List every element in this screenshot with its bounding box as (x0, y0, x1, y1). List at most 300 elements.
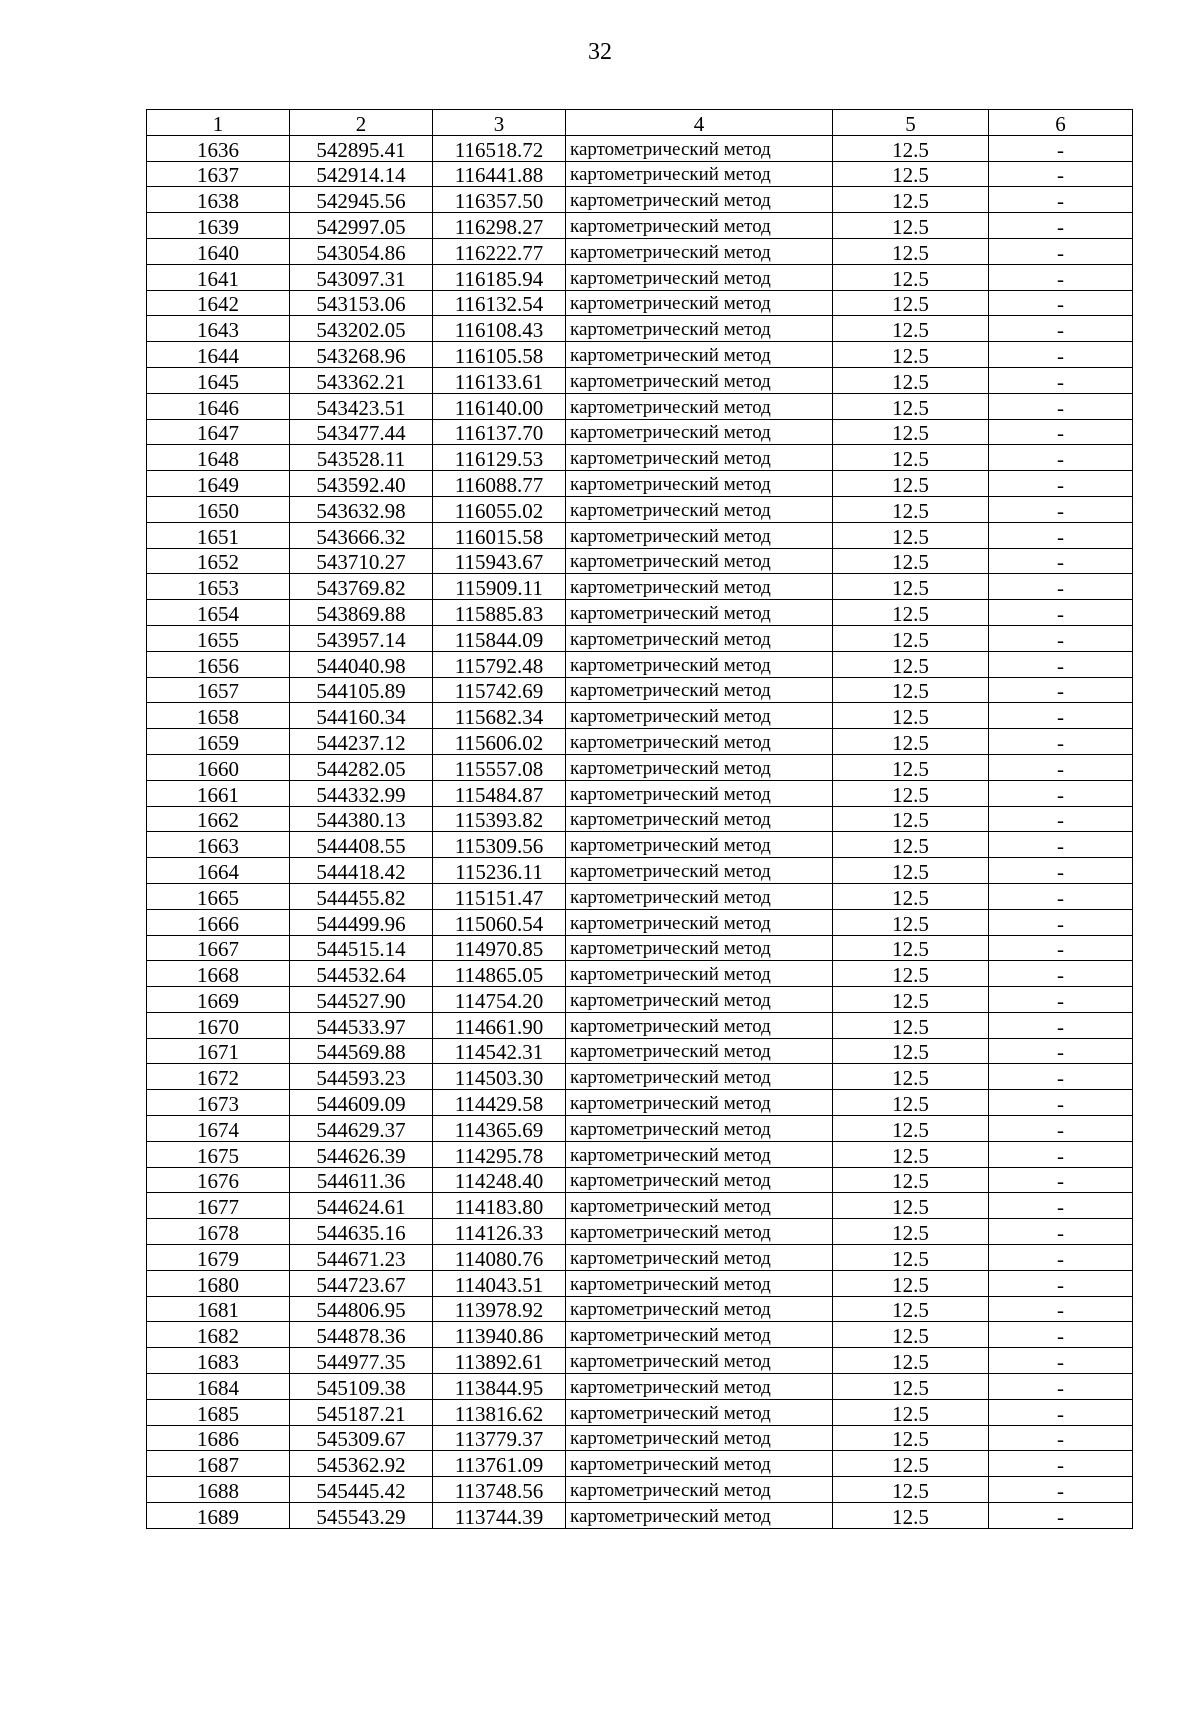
note-cell: - (989, 832, 1133, 858)
point-number-cell: 1660 (147, 754, 290, 780)
point-number-cell: 1648 (147, 445, 290, 471)
note-cell: - (989, 1245, 1133, 1271)
point-number-cell: 1663 (147, 832, 290, 858)
x-coordinate-cell: 545187.21 (290, 1399, 433, 1425)
accuracy-cell: 12.5 (833, 1038, 989, 1064)
method-cell: картометрический метод (566, 1038, 833, 1064)
note-cell: - (989, 935, 1133, 961)
y-coordinate-cell: 115557.08 (433, 754, 566, 780)
method-cell: картометрический метод (566, 393, 833, 419)
point-number-cell: 1657 (147, 677, 290, 703)
note-cell: - (989, 1296, 1133, 1322)
x-coordinate-cell: 544499.96 (290, 909, 433, 935)
y-coordinate-cell: 114970.85 (433, 935, 566, 961)
accuracy-cell: 12.5 (833, 1503, 989, 1529)
table-row (147, 213, 1133, 239)
table-row (147, 1167, 1133, 1193)
note-cell: - (989, 1477, 1133, 1503)
method-cell: картометрический метод (566, 1374, 833, 1400)
note-cell: - (989, 1322, 1133, 1348)
point-number-cell: 1647 (147, 419, 290, 445)
accuracy-cell: 12.5 (833, 677, 989, 703)
x-coordinate-cell: 544455.82 (290, 883, 433, 909)
point-number-cell: 1665 (147, 883, 290, 909)
table-row (147, 316, 1133, 342)
table-body (147, 135, 1133, 1528)
y-coordinate-cell: 115909.11 (433, 574, 566, 600)
x-coordinate-cell: 543097.31 (290, 264, 433, 290)
x-coordinate-cell: 543477.44 (290, 419, 433, 445)
accuracy-cell: 12.5 (833, 316, 989, 342)
x-coordinate-cell: 543153.06 (290, 290, 433, 316)
note-cell: - (989, 677, 1133, 703)
accuracy-cell: 12.5 (833, 1245, 989, 1271)
table-row (147, 677, 1133, 703)
x-coordinate-cell: 543423.51 (290, 393, 433, 419)
y-coordinate-cell: 116441.88 (433, 161, 566, 187)
y-coordinate-cell: 114295.78 (433, 1141, 566, 1167)
note-cell: - (989, 754, 1133, 780)
table-row (147, 264, 1133, 290)
method-cell: картометрический метод (566, 935, 833, 961)
method-cell: картометрический метод (566, 574, 833, 600)
accuracy-cell: 12.5 (833, 496, 989, 522)
point-number-cell: 1669 (147, 987, 290, 1013)
point-number-cell: 1656 (147, 651, 290, 677)
note-cell: - (989, 548, 1133, 574)
y-coordinate-cell: 113761.09 (433, 1451, 566, 1477)
point-number-cell: 1688 (147, 1477, 290, 1503)
method-cell: картометрический метод (566, 471, 833, 497)
table-row (147, 238, 1133, 264)
y-coordinate-cell: 113978.92 (433, 1296, 566, 1322)
x-coordinate-cell: 543666.32 (290, 522, 433, 548)
method-cell: картометрический метод (566, 161, 833, 187)
table-row (147, 187, 1133, 213)
x-coordinate-cell: 544105.89 (290, 677, 433, 703)
x-coordinate-cell: 544671.23 (290, 1245, 433, 1271)
point-number-cell: 1683 (147, 1348, 290, 1374)
point-number-cell: 1687 (147, 1451, 290, 1477)
table-row (147, 1374, 1133, 1400)
note-cell: - (989, 909, 1133, 935)
x-coordinate-cell: 543632.98 (290, 496, 433, 522)
y-coordinate-cell: 116133.61 (433, 367, 566, 393)
accuracy-cell: 12.5 (833, 1219, 989, 1245)
note-cell: - (989, 496, 1133, 522)
note-cell: - (989, 290, 1133, 316)
point-number-cell: 1640 (147, 238, 290, 264)
y-coordinate-cell: 114865.05 (433, 961, 566, 987)
x-coordinate-cell: 543710.27 (290, 548, 433, 574)
point-number-cell: 1672 (147, 1064, 290, 1090)
method-cell: картометрический метод (566, 187, 833, 213)
table-row (147, 290, 1133, 316)
column-header: 3 (433, 110, 566, 136)
note-cell: - (989, 858, 1133, 884)
point-number-cell: 1667 (147, 935, 290, 961)
x-coordinate-cell: 544806.95 (290, 1296, 433, 1322)
accuracy-cell: 12.5 (833, 1090, 989, 1116)
y-coordinate-cell: 116055.02 (433, 496, 566, 522)
y-coordinate-cell: 114542.31 (433, 1038, 566, 1064)
x-coordinate-cell: 545445.42 (290, 1477, 433, 1503)
method-cell: картометрический метод (566, 729, 833, 755)
accuracy-cell: 12.5 (833, 1322, 989, 1348)
method-cell: картометрический метод (566, 754, 833, 780)
method-cell: картометрический метод (566, 342, 833, 368)
table-row (147, 729, 1133, 755)
table-row (147, 1245, 1133, 1271)
table-row (147, 342, 1133, 368)
accuracy-cell: 12.5 (833, 1399, 989, 1425)
table-row (147, 651, 1133, 677)
note-cell: - (989, 883, 1133, 909)
x-coordinate-cell: 545362.92 (290, 1451, 433, 1477)
note-cell: - (989, 574, 1133, 600)
method-cell: картометрический метод (566, 1193, 833, 1219)
x-coordinate-cell: 544635.16 (290, 1219, 433, 1245)
method-cell: картометрический метод (566, 522, 833, 548)
note-cell: - (989, 135, 1133, 161)
table-row (147, 548, 1133, 574)
note-cell: - (989, 1038, 1133, 1064)
note-cell: - (989, 419, 1133, 445)
note-cell: - (989, 600, 1133, 626)
point-number-cell: 1662 (147, 806, 290, 832)
y-coordinate-cell: 115309.56 (433, 832, 566, 858)
point-number-cell: 1676 (147, 1167, 290, 1193)
accuracy-cell: 12.5 (833, 1116, 989, 1142)
x-coordinate-cell: 545309.67 (290, 1425, 433, 1451)
method-cell: картометрический метод (566, 858, 833, 884)
method-cell: картометрический метод (566, 909, 833, 935)
table-row (147, 1503, 1133, 1529)
y-coordinate-cell: 116222.77 (433, 238, 566, 264)
x-coordinate-cell: 544527.90 (290, 987, 433, 1013)
method-cell: картометрический метод (566, 1219, 833, 1245)
point-number-cell: 1684 (147, 1374, 290, 1400)
table-row (147, 703, 1133, 729)
column-header: 6 (989, 110, 1133, 136)
note-cell: - (989, 1116, 1133, 1142)
accuracy-cell: 12.5 (833, 238, 989, 264)
point-number-cell: 1670 (147, 1012, 290, 1038)
x-coordinate-cell: 543054.86 (290, 238, 433, 264)
point-number-cell: 1655 (147, 625, 290, 651)
table-row (147, 1451, 1133, 1477)
method-cell: картометрический метод (566, 961, 833, 987)
point-number-cell: 1685 (147, 1399, 290, 1425)
note-cell: - (989, 161, 1133, 187)
y-coordinate-cell: 115844.09 (433, 625, 566, 651)
column-header: 2 (290, 110, 433, 136)
y-coordinate-cell: 114248.40 (433, 1167, 566, 1193)
point-number-cell: 1666 (147, 909, 290, 935)
x-coordinate-cell: 543268.96 (290, 342, 433, 368)
method-cell: картометрический метод (566, 1477, 833, 1503)
method-cell: картометрический метод (566, 1348, 833, 1374)
point-number-cell: 1653 (147, 574, 290, 600)
point-number-cell: 1649 (147, 471, 290, 497)
accuracy-cell: 12.5 (833, 1348, 989, 1374)
y-coordinate-cell: 116298.27 (433, 213, 566, 239)
x-coordinate-cell: 544237.12 (290, 729, 433, 755)
y-coordinate-cell: 114429.58 (433, 1090, 566, 1116)
x-coordinate-cell: 543592.40 (290, 471, 433, 497)
note-cell: - (989, 987, 1133, 1013)
accuracy-cell: 12.5 (833, 290, 989, 316)
note-cell: - (989, 1064, 1133, 1090)
y-coordinate-cell: 114183.80 (433, 1193, 566, 1219)
accuracy-cell: 12.5 (833, 1141, 989, 1167)
note-cell: - (989, 1193, 1133, 1219)
table-row (147, 1270, 1133, 1296)
table-row (147, 522, 1133, 548)
accuracy-cell: 12.5 (833, 883, 989, 909)
y-coordinate-cell: 115606.02 (433, 729, 566, 755)
y-coordinate-cell: 115236.11 (433, 858, 566, 884)
accuracy-cell: 12.5 (833, 264, 989, 290)
point-number-cell: 1646 (147, 393, 290, 419)
table-row (147, 961, 1133, 987)
y-coordinate-cell: 115151.47 (433, 883, 566, 909)
y-coordinate-cell: 116357.50 (433, 187, 566, 213)
y-coordinate-cell: 115742.69 (433, 677, 566, 703)
accuracy-cell: 12.5 (833, 780, 989, 806)
page-number: 32 (588, 39, 612, 65)
x-coordinate-cell: 544878.36 (290, 1322, 433, 1348)
note-cell: - (989, 471, 1133, 497)
accuracy-cell: 12.5 (833, 987, 989, 1013)
y-coordinate-cell: 114365.69 (433, 1116, 566, 1142)
x-coordinate-cell: 542895.41 (290, 135, 433, 161)
accuracy-cell: 12.5 (833, 1064, 989, 1090)
column-header: 4 (566, 110, 833, 136)
point-number-cell: 1661 (147, 780, 290, 806)
accuracy-cell: 12.5 (833, 548, 989, 574)
accuracy-cell: 12.5 (833, 419, 989, 445)
point-number-cell: 1668 (147, 961, 290, 987)
x-coordinate-cell: 543362.21 (290, 367, 433, 393)
accuracy-cell: 12.5 (833, 1374, 989, 1400)
table-row (147, 161, 1133, 187)
x-coordinate-cell: 544611.36 (290, 1167, 433, 1193)
y-coordinate-cell: 116185.94 (433, 264, 566, 290)
table-row (147, 1064, 1133, 1090)
x-coordinate-cell: 544408.55 (290, 832, 433, 858)
point-number-cell: 1677 (147, 1193, 290, 1219)
method-cell: картометрический метод (566, 316, 833, 342)
table-row (147, 1193, 1133, 1219)
table-row (147, 367, 1133, 393)
point-number-cell: 1671 (147, 1038, 290, 1064)
y-coordinate-cell: 114043.51 (433, 1270, 566, 1296)
note-cell: - (989, 1167, 1133, 1193)
method-cell: картометрический метод (566, 264, 833, 290)
x-coordinate-cell: 544160.34 (290, 703, 433, 729)
note-cell: - (989, 1374, 1133, 1400)
point-number-cell: 1643 (147, 316, 290, 342)
table-row (147, 1090, 1133, 1116)
accuracy-cell: 12.5 (833, 625, 989, 651)
y-coordinate-cell: 114754.20 (433, 987, 566, 1013)
method-cell: картометрический метод (566, 1245, 833, 1271)
method-cell: картометрический метод (566, 883, 833, 909)
table-row (147, 883, 1133, 909)
method-cell: картометрический метод (566, 1503, 833, 1529)
accuracy-cell: 12.5 (833, 1425, 989, 1451)
method-cell: картометрический метод (566, 832, 833, 858)
point-number-cell: 1680 (147, 1270, 290, 1296)
accuracy-cell: 12.5 (833, 1012, 989, 1038)
accuracy-cell: 12.5 (833, 1167, 989, 1193)
y-coordinate-cell: 115682.34 (433, 703, 566, 729)
x-coordinate-cell: 542997.05 (290, 213, 433, 239)
method-cell: картометрический метод (566, 135, 833, 161)
y-coordinate-cell: 113779.37 (433, 1425, 566, 1451)
y-coordinate-cell: 115792.48 (433, 651, 566, 677)
y-coordinate-cell: 115484.87 (433, 780, 566, 806)
x-coordinate-cell: 545109.38 (290, 1374, 433, 1400)
accuracy-cell: 12.5 (833, 1270, 989, 1296)
y-coordinate-cell: 116129.53 (433, 445, 566, 471)
table-row (147, 909, 1133, 935)
method-cell: картометрический метод (566, 496, 833, 522)
accuracy-cell: 12.5 (833, 1451, 989, 1477)
y-coordinate-cell: 114503.30 (433, 1064, 566, 1090)
y-coordinate-cell: 113892.61 (433, 1348, 566, 1374)
accuracy-cell: 12.5 (833, 445, 989, 471)
y-coordinate-cell: 113940.86 (433, 1322, 566, 1348)
method-cell: картометрический метод (566, 238, 833, 264)
table-row (147, 600, 1133, 626)
point-number-cell: 1689 (147, 1503, 290, 1529)
point-number-cell: 1651 (147, 522, 290, 548)
note-cell: - (989, 238, 1133, 264)
method-cell: картометрический метод (566, 1116, 833, 1142)
note-cell: - (989, 1503, 1133, 1529)
note-cell: - (989, 651, 1133, 677)
method-cell: картометрический метод (566, 651, 833, 677)
table-row (147, 1116, 1133, 1142)
x-coordinate-cell: 544533.97 (290, 1012, 433, 1038)
y-coordinate-cell: 116518.72 (433, 135, 566, 161)
y-coordinate-cell: 116105.58 (433, 342, 566, 368)
x-coordinate-cell: 542945.56 (290, 187, 433, 213)
note-cell: - (989, 264, 1133, 290)
method-cell: картометрический метод (566, 987, 833, 1013)
accuracy-cell: 12.5 (833, 935, 989, 961)
method-cell: картометрический метод (566, 806, 833, 832)
note-cell: - (989, 729, 1133, 755)
note-cell: - (989, 961, 1133, 987)
point-number-cell: 1644 (147, 342, 290, 368)
note-cell: - (989, 342, 1133, 368)
x-coordinate-cell: 543869.88 (290, 600, 433, 626)
note-cell: - (989, 1399, 1133, 1425)
point-number-cell: 1658 (147, 703, 290, 729)
note-cell: - (989, 703, 1133, 729)
table-row (147, 1322, 1133, 1348)
y-coordinate-cell: 115885.83 (433, 600, 566, 626)
x-coordinate-cell: 544723.67 (290, 1270, 433, 1296)
accuracy-cell: 12.5 (833, 367, 989, 393)
accuracy-cell: 12.5 (833, 909, 989, 935)
table-row (147, 1219, 1133, 1245)
method-cell: картометрический метод (566, 367, 833, 393)
table-row (147, 625, 1133, 651)
x-coordinate-cell: 544380.13 (290, 806, 433, 832)
x-coordinate-cell: 543769.82 (290, 574, 433, 600)
table-row (147, 135, 1133, 161)
note-cell: - (989, 1270, 1133, 1296)
table-header-row (147, 110, 1133, 136)
method-cell: картометрический метод (566, 1064, 833, 1090)
y-coordinate-cell: 115943.67 (433, 548, 566, 574)
note-cell: - (989, 187, 1133, 213)
x-coordinate-cell: 544282.05 (290, 754, 433, 780)
method-cell: картометрический метод (566, 1399, 833, 1425)
method-cell: картометрический метод (566, 1322, 833, 1348)
table-row (147, 471, 1133, 497)
y-coordinate-cell: 116015.58 (433, 522, 566, 548)
table-row (147, 858, 1133, 884)
method-cell: картометрический метод (566, 213, 833, 239)
method-cell: картометрический метод (566, 290, 833, 316)
y-coordinate-cell: 113844.95 (433, 1374, 566, 1400)
accuracy-cell: 12.5 (833, 471, 989, 497)
accuracy-cell: 12.5 (833, 754, 989, 780)
note-cell: - (989, 393, 1133, 419)
note-cell: - (989, 1348, 1133, 1374)
point-number-cell: 1673 (147, 1090, 290, 1116)
table-row (147, 1038, 1133, 1064)
table-row (147, 1399, 1133, 1425)
point-number-cell: 1639 (147, 213, 290, 239)
y-coordinate-cell: 116132.54 (433, 290, 566, 316)
y-coordinate-cell: 116108.43 (433, 316, 566, 342)
x-coordinate-cell: 544626.39 (290, 1141, 433, 1167)
table-row (147, 1348, 1133, 1374)
point-number-cell: 1675 (147, 1141, 290, 1167)
x-coordinate-cell: 544593.23 (290, 1064, 433, 1090)
method-cell: картометрический метод (566, 780, 833, 806)
method-cell: картометрический метод (566, 625, 833, 651)
note-cell: - (989, 1219, 1133, 1245)
x-coordinate-cell: 544629.37 (290, 1116, 433, 1142)
table-row (147, 935, 1133, 961)
method-cell: картометрический метод (566, 703, 833, 729)
table-row (147, 1141, 1133, 1167)
table-row (147, 393, 1133, 419)
x-coordinate-cell: 544569.88 (290, 1038, 433, 1064)
table-row (147, 496, 1133, 522)
note-cell: - (989, 1141, 1133, 1167)
method-cell: картометрический метод (566, 1270, 833, 1296)
table-row (147, 445, 1133, 471)
y-coordinate-cell: 114080.76 (433, 1245, 566, 1271)
x-coordinate-cell: 544332.99 (290, 780, 433, 806)
accuracy-cell: 12.5 (833, 161, 989, 187)
table-row (147, 832, 1133, 858)
accuracy-cell: 12.5 (833, 858, 989, 884)
point-number-cell: 1682 (147, 1322, 290, 1348)
y-coordinate-cell: 114126.33 (433, 1219, 566, 1245)
method-cell: картометрический метод (566, 1167, 833, 1193)
note-cell: - (989, 522, 1133, 548)
y-coordinate-cell: 116140.00 (433, 393, 566, 419)
